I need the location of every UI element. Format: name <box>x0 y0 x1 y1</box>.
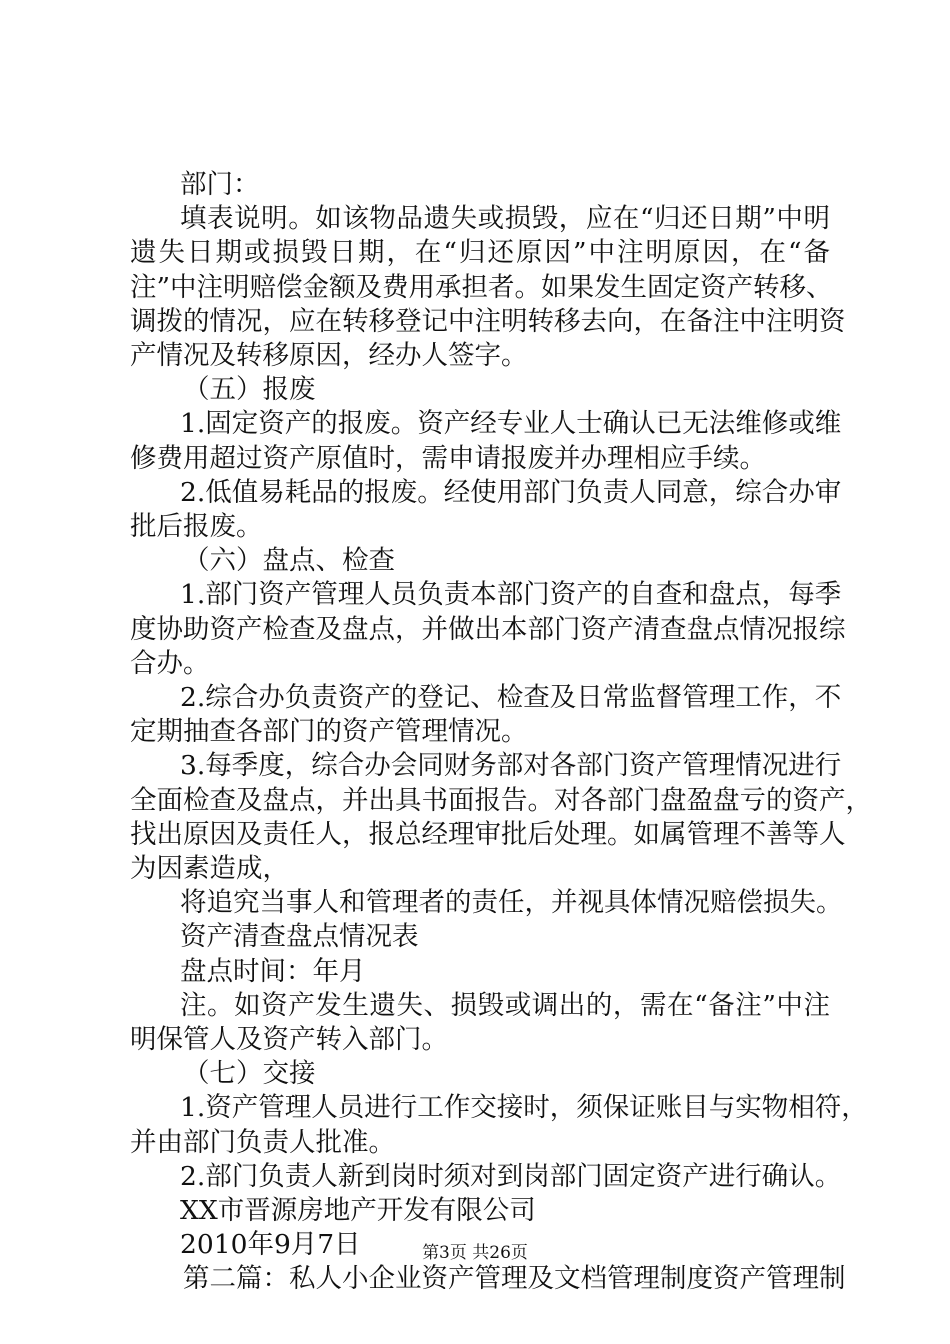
text-line: 修费用超过资产原值时，需申请报废并办理相应手续。 <box>130 443 766 474</box>
text-line: 第二篇：私人小企业资产管理及文档管理制度资产管理制 <box>183 1263 846 1294</box>
text-line: （七）交接 <box>183 1058 316 1089</box>
text-line: 2010年9月7日 <box>180 1229 361 1260</box>
text-line: 盘点时间：年月 <box>180 956 366 987</box>
text-line: （五）报废 <box>183 374 316 405</box>
text-line: 全面检查及盘点，并出具书面报告。对各部门盘盈盘亏的资产， <box>130 785 872 816</box>
text-line: 2.部门负责人新到岗时须对到岗部门固定资产进行确认。 <box>180 1161 842 1192</box>
text-line: 资产清查盘点情况表 <box>180 921 419 952</box>
text-line: 找出原因及责任人，报总经理审批后处理。如属管理不善等人 <box>130 819 846 850</box>
text-line: 填表说明。如该物品遗失或损毁，应在“归还日期”中明 <box>180 203 830 234</box>
text-line: 1.资产管理人员进行工作交接时，须保证账目与实物相符， <box>180 1092 868 1123</box>
text-line: 为因素造成， <box>130 853 289 884</box>
text-line: 1.固定资产的报废。资产经专业人士确认已无法维修或维 <box>180 408 842 439</box>
text-line: 1.部门资产管理人员负责本部门资产的自查和盘点，每季 <box>180 579 842 610</box>
text-line: 合办。 <box>130 648 210 679</box>
text-line: （六）盘点、检查 <box>183 545 395 576</box>
text-line: 3.每季度，综合办会同财务部对各部门资产管理情况进行 <box>180 750 842 781</box>
page-footer <box>0 1242 950 1264</box>
text-line: 将追究当事人和管理者的责任，并视具体情况赔偿损失。 <box>180 887 843 918</box>
text-line: 定期抽查各部门的资产管理情况。 <box>130 716 528 747</box>
text-line: 批后报废。 <box>130 511 263 542</box>
text-line: 调拨的情况，应在转移登记中注明转移去向，在备注中注明资 <box>130 306 846 337</box>
text-line: XX市晋源房地产开发有限公司 <box>180 1195 536 1226</box>
text-line: 注。如资产发生遗失、损毁或调出的，需在“备注”中注 <box>180 990 830 1021</box>
page-number: 第3页 共26页 <box>422 1243 528 1263</box>
text-line: 产情况及转移原因，经办人签字。 <box>130 340 528 371</box>
text-line: 注”中注明赔偿金额及费用承担者。如果发生固定资产转移、 <box>130 272 833 303</box>
text-line: 2.低值易耗品的报废。经使用部门负责人同意，综合办审 <box>180 477 842 508</box>
text-line: 并由部门负责人批准。 <box>130 1127 395 1158</box>
text-line: 遗失日期或损毁日期，在“归还原因”中注明原因，在“备 <box>130 237 830 268</box>
text-line: 部门： <box>180 169 260 200</box>
text-line: 明保管人及资产转入部门。 <box>130 1024 448 1055</box>
text-line: 2.综合办负责资产的登记、检查及日常监督管理工作，不 <box>180 682 842 713</box>
text-line: 度协助资产检查及盘点，并做出本部门资产清查盘点情况报综 <box>130 614 846 645</box>
